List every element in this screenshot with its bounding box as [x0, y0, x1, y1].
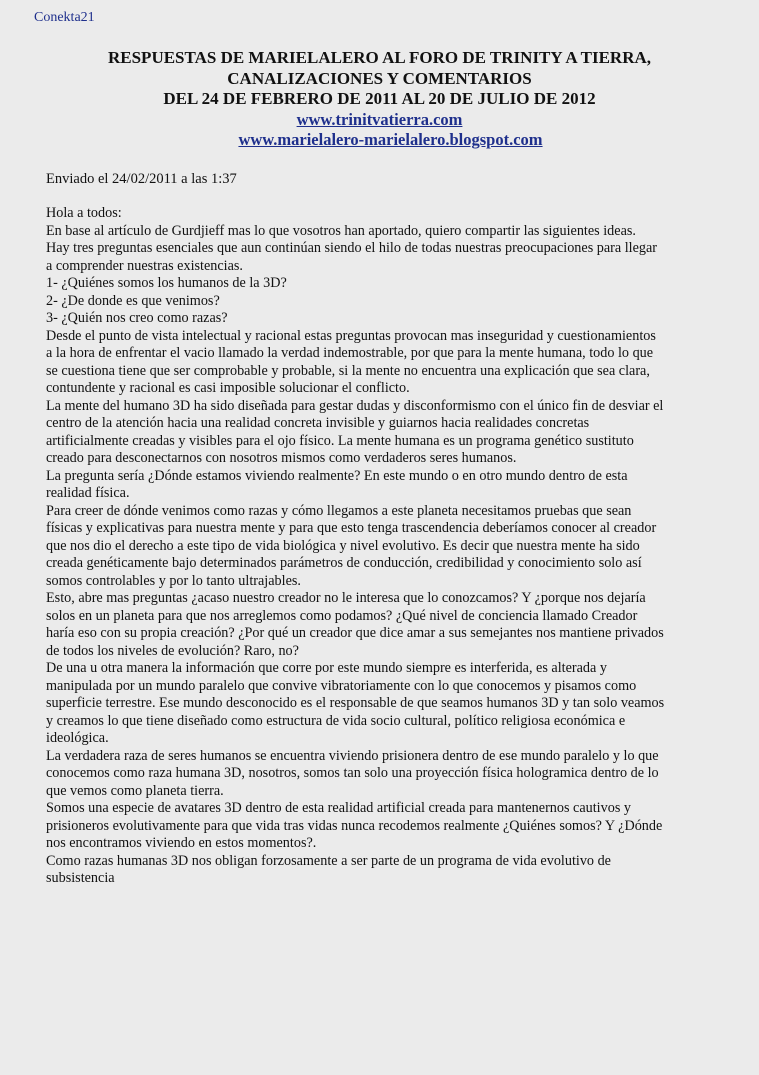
body-line: subsistencia	[46, 870, 115, 886]
body-line: prisioneros evolutivamente para que vida tras vidas nunca recodemos realmente ¿Quiénes somos? Y ¿Dónde	[46, 817, 663, 834]
body-line: 3- ¿Quién nos creo como razas?	[46, 310, 228, 326]
body-line: conocemos como raza humana 3D, nosotros, somos tan solo una proyección física hologramica dentro de lo	[46, 765, 659, 781]
body-line: de todos los niveles de evolución? Raro, no?	[46, 642, 299, 659]
header-date-range: DEL 24 DE FEBRERO DE 2011 AL 20 DE JULIO DE 2012	[163, 89, 596, 108]
body-line: físicas y explicativas para nuestra mente y para que esto tenga trascendencia deberíamos conocer al creador	[46, 520, 657, 536]
body-line: Somos una especie de avatares 3D dentro de esta realidad artificial creada para mantenernos cautivos y	[46, 800, 631, 816]
body-line: artificialmente creadas y visibles para el ojo físico. La mente humana es un programa genético sustituto	[46, 432, 634, 449]
body-line: solos en un planeta para que nos arreglemos como podamos? ¿Qué nivel de conciencia llamado Creador	[46, 607, 638, 624]
body-line: La mente del humano 3D ha sido diseñada para gestar dudas y disconformismo con el único fin de desviar el	[46, 397, 664, 414]
sent-timestamp: Enviado el 24/02/2011 a las 1:37	[46, 171, 237, 187]
body-line: manipulada por un mundo paralelo que convive vibratoriamente con lo que conocemos y pisamos como	[46, 677, 637, 694]
body-line: En base al artículo de Gurdjieff mas lo que vosotros han aportado, quiero compartir las siguientes ideas.	[46, 222, 636, 239]
body-line: que nos dio el derecho a este tipo de vida biológica y nivel evolutivo. Es decir que nuestra mente ha sido	[46, 537, 640, 554]
body-line: ideológica.	[46, 730, 109, 746]
body-line: Como razas humanas 3D nos obligan forzosamente a ser parte de un programa de vida evolutivo de	[46, 852, 611, 869]
body-line: creada genéticamente bajo determinados parámetros de conducción, credibilidad y conocimiento solo así	[46, 555, 642, 571]
body-line: De una u otra manera la información que corre por este mundo siempre es interferida, es alterada y	[46, 660, 607, 676]
body-line: Hola a todos:	[46, 205, 122, 221]
body-line: centro de la atención hacia una realidad concreta invisible y guiarnos hacia realidades concretas	[46, 415, 590, 431]
blog-link[interactable]: www.marielalero-marielalero.blogspot.com	[238, 130, 543, 149]
header-title-line-2: CANALIZACIONES Y COMENTARIOS	[227, 68, 532, 88]
document-header	[0, 48, 759, 151]
body-line: 2- ¿De donde es que venimos?	[46, 292, 220, 309]
brand-label: Conekta21	[34, 10, 95, 25]
body-line: haría eso con su propia creación? ¿Por qué un creador que dice amar a sus semejantes nos mantiene privados	[46, 625, 664, 641]
body-line: creado para desconectarnos con nosotros mismos como verdaderos seres humanos.	[46, 450, 517, 466]
trinity-link[interactable]: www.trinitvatierra.com	[296, 109, 463, 129]
body-line: realidad física.	[46, 485, 130, 501]
body-line: Hay tres preguntas esenciales que aun continúan siendo el hilo de todas nuestras preocupaciones para llegar	[46, 240, 658, 256]
body-line: a la hora de enfrentar el vacio llamado la verdad indemostrable, por que para la mente humana, todo lo que	[46, 345, 654, 361]
body-line: 1- ¿Quiénes somos los humanos de la 3D?	[46, 275, 287, 291]
body-line: superficie terrestre. Ese mundo desconocido es el responsable de que seamos humanos 3D y tan solo veamos	[46, 695, 665, 711]
body-line: y creamos lo que tiene diseñado como estructura de vida socio cultural, político religiosa económica e	[46, 712, 626, 729]
body-line: Desde el punto de vista intelectual y racional estas preguntas provocan mas inseguridad y cuestionamientos	[46, 327, 656, 344]
body-line: Esto, abre mas preguntas ¿acaso nuestro creador no le interesa que lo conozcamos? Y ¿porque nos dejaría	[46, 590, 646, 606]
header-title-line-1: RESPUESTAS DE MARIELALERO AL FORO DE TRINITY A TIERRA,	[107, 48, 652, 67]
post-body	[46, 205, 726, 888]
body-line: se cuestiona tiene que ser comprobable y probable, si la mente no encuentra una explicación que sea clara,	[46, 362, 650, 379]
body-line: La pregunta sería ¿Dónde estamos viviendo realmente? En este mundo o en otro mundo dentro de esta	[46, 467, 628, 484]
body-line: nos encontramos viviendo en estos momentos?.	[46, 835, 317, 851]
body-line: contundente y racional es casi imposible solucionar el conflicto.	[46, 380, 410, 396]
body-line: que vemos como planeta tierra.	[46, 782, 224, 799]
body-line: Para creer de dónde venimos como razas y cómo llegamos a este planeta necesitamos pruebas que sean	[46, 502, 632, 519]
body-line: somos controlables y por lo tanto ultrajables.	[46, 572, 301, 589]
body-line: a comprender nuestras existencias.	[46, 257, 243, 274]
body-line: La verdadera raza de seres humanos se encuentra viviendo prisionera dentro de ese mundo paralelo y lo que	[46, 747, 659, 764]
